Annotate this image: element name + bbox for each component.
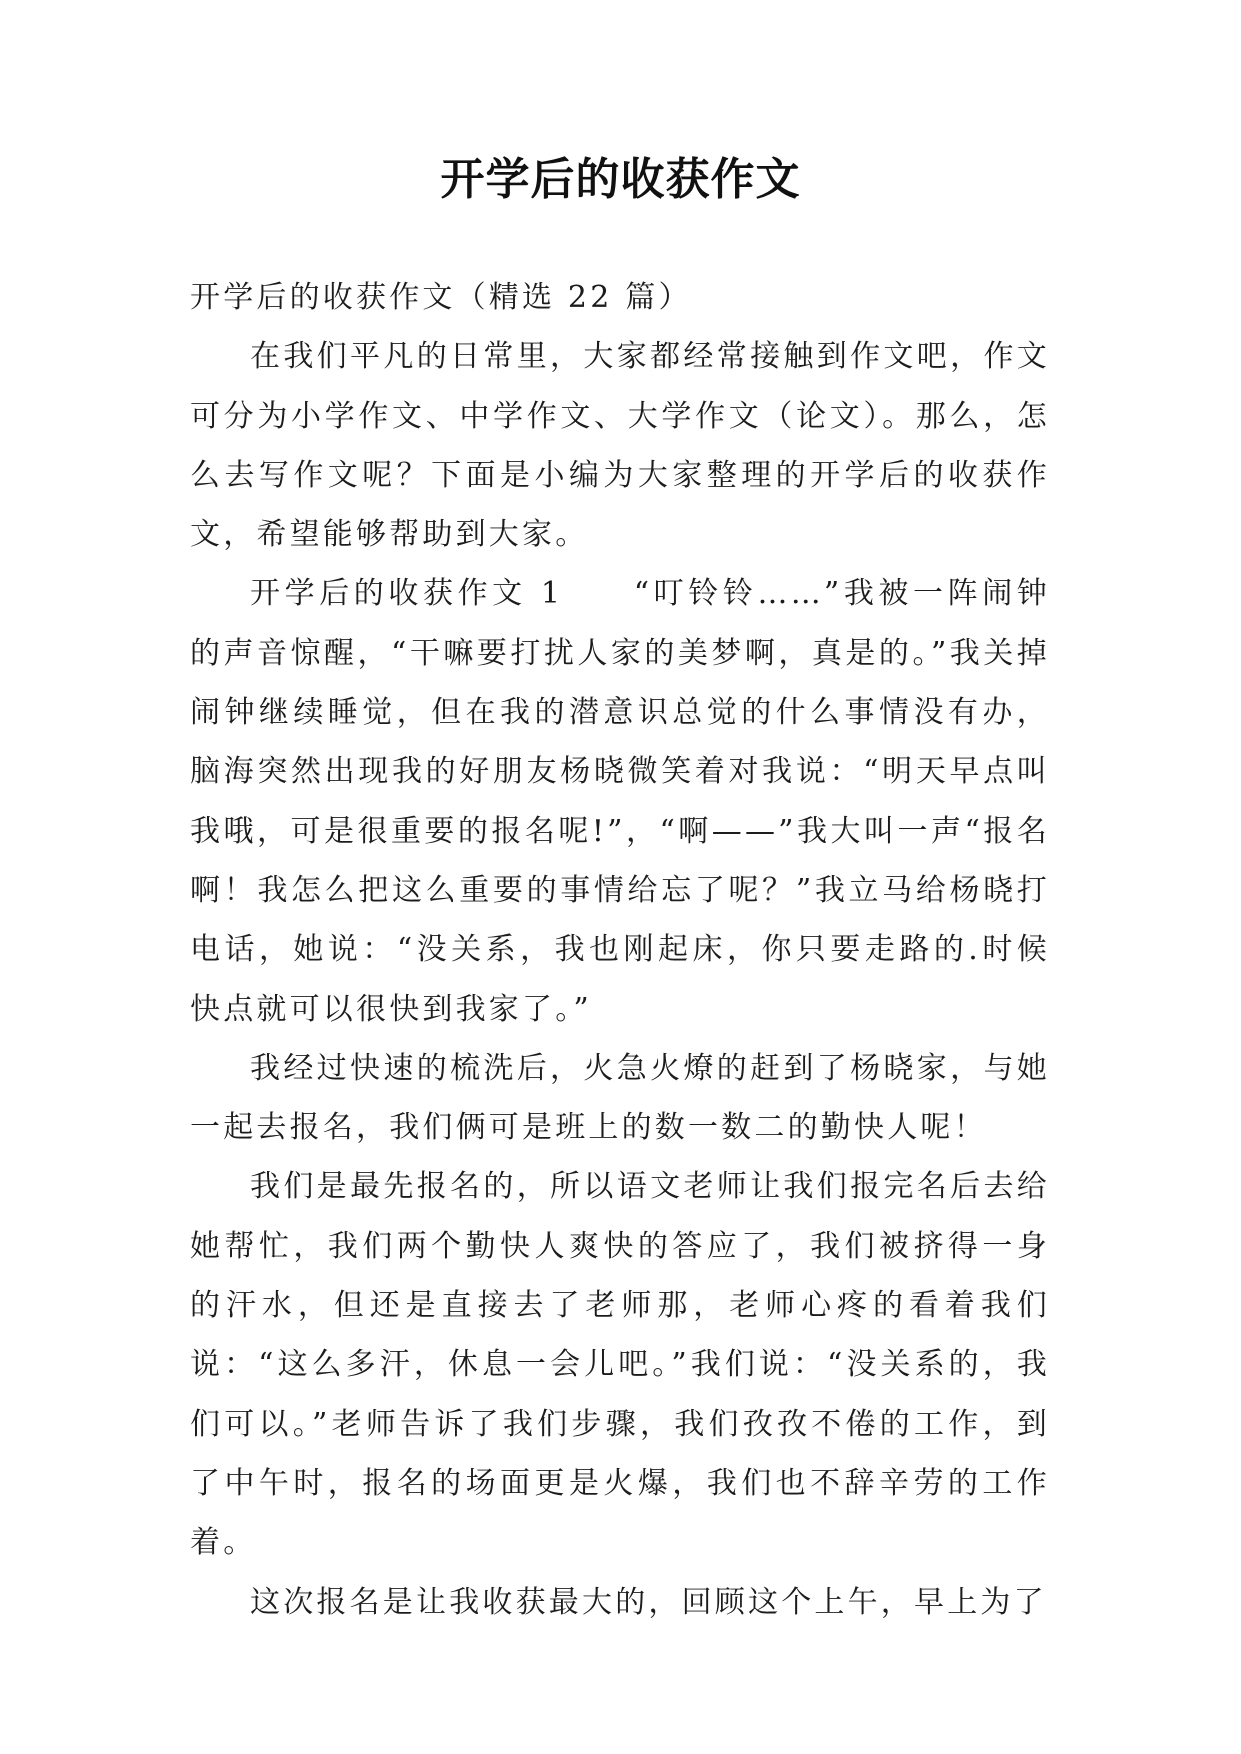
- document-title: 开学后的收获作文: [440, 154, 801, 205]
- document-body: [190, 268, 1050, 1632]
- paragraph-rush-to-friend: 我经过快速的梳洗后，火急火燎的赶到了杨晓家，与她一起去报名，我们俩可是班上的数一数二的勤快人呢！: [190, 1050, 1050, 1146]
- document-subtitle: 开学后的收获作文（精选 22 篇）: [190, 280, 692, 315]
- paragraph-reflection: 这次报名是让我收获最大的，回顾这个上午，早上为了: [250, 1584, 1047, 1620]
- paragraph-intro: 在我们平凡的日常里，大家都经常接触到作文吧，作文可分为小学作文、中学作文、大学作文（论文）。那么，怎么去写作文呢？下面是小编为大家整理的开学后的收获作文，希望能够帮助到大家。: [190, 339, 1050, 553]
- paragraph-essay-1-opening: 开学后的收获作文 1 “叮铃铃……”我被一阵闹钟的声音惊醒，“干嘛要打扰人家的美梦啊，真是的。”我关掉闹钟继续睡觉，但在我的潜意识总觉的什么事情没有办，脑海突然出现我的好朋友杨晓微笑着对我说：“明天早点叫我哦，可是很重要的报名呢!”，“啊——”我大叫一声“报名啊！我怎么把这么重要的事情给忘了呢？”我立马给杨晓打电话，她说：“没关系，我也刚起床，你只要走路的.时候快点就可以很快到我家了。”: [190, 576, 1050, 1027]
- paragraph-helping-teacher: 我们是最先报名的，所以语文老师让我们报完名后去给她帮忙，我们两个勤快人爽快的答应了，我们被挤得一身的汗水，但还是直接去了老师那，老师心疼的看着我们说：“这么多汗，休息一会儿吧。”我们说：“没关系的，我们可以。”老师告诉了我们步骤，我们孜孜不倦的工作，到了中午时，报名的场面更是火爆，我们也不辞辛劳的工作着。: [190, 1169, 1050, 1561]
